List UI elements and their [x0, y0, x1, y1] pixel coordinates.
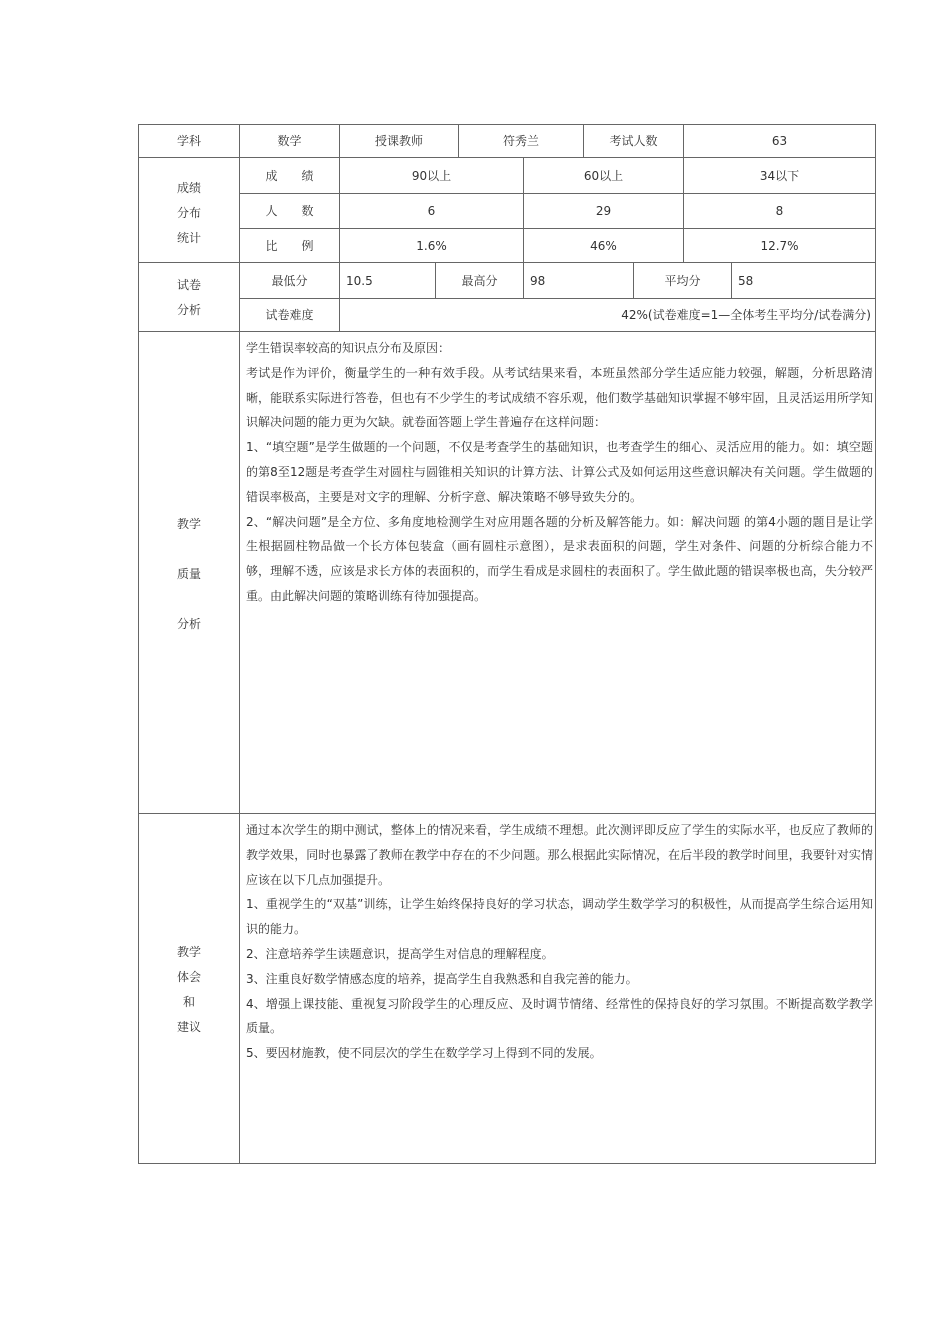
count-row-label: 人 数	[265, 204, 314, 218]
section-label-line: 统计	[176, 231, 201, 245]
paragraph: 考试是作为评价，衡量学生的一种有效手段。从考试结果来看，本班虽然部分学生适应能力较强，解题，分析思路清晰，能联系实际进行答卷，但也有不少学生的考试成绩不容乐观，他们数学基础知识掌握不够牢固，且灵活运用所学知识解决问题的能力更为欠缺。就卷面答题上学生普遍存在这样问题：	[246, 365, 873, 430]
ratio-90-above: 1.6%	[416, 238, 447, 253]
average-score-label: 平均分	[664, 273, 701, 288]
paragraph: 3、注重良好数学情感态度的培养，提高学生自我熟悉和自我完善的能力。	[246, 971, 638, 986]
teacher-label: 授课教师	[374, 134, 423, 148]
bracket-34-below: 34以下	[759, 168, 800, 183]
count-60-above: 29	[595, 204, 612, 218]
row-divider	[138, 813, 876, 814]
section-label-line: 建议	[176, 1020, 201, 1034]
average-score-value: 58	[738, 273, 754, 288]
max-score-value: 98	[530, 273, 546, 288]
section-label-line: 试卷	[176, 278, 201, 292]
section-label-line: 体会	[176, 970, 201, 984]
quality-analysis-text	[246, 336, 873, 609]
paragraph: 1、“填空题”是学生做题的一个问题，不仅是考查学生的基础知识，也考查学生的细心、灵活应用的能力。如：填空题的第8至12题是考查学生对圆柱与圆锥相关知识的计算方法、计算公式及如何运用这些意识解决有关问题。学生做题的错误率极高，主要是对文字的理解、分析字意、解决策略不够导致失分的。	[246, 440, 873, 504]
section-label-line: 教学	[176, 945, 201, 959]
row-divider	[138, 331, 876, 332]
ratio-60-above: 46%	[590, 238, 617, 253]
quality-section-label	[139, 512, 239, 637]
paragraph: 2、“解决问题”是全方位、多角度地检测学生对应用题各题的分析及解答能力。如：解决问题 的第4小题的题目是让学生根据圆柱物品做一个长方体包装盒（画有圆柱示意图），是求表面积的问题，学生对条件、问题的分析综合能力不够，理解不透，应该是求长方体的表面积的，而学生看成是求圆柱的表面积了。学生做此题的错误率极也高，失分较严重。由此解决问题的策略训练有待加强提高。	[246, 514, 873, 603]
bracket-90-above: 90以上	[411, 168, 452, 183]
section-label-line: 分析	[176, 303, 201, 317]
paragraph: 4、增强上课技能、重视复习阶段学生的心理反应、及时调节情绪、经常性的保持良好的学习氛围。不断提高数学教学质量。	[246, 996, 873, 1036]
paragraph: 5、要因材施教，使不同层次的学生在数学学习上得到不同的发展。	[246, 1046, 602, 1061]
section-label-line: 分布	[176, 206, 201, 220]
section-label-line: 成绩	[176, 181, 201, 195]
section-label-line: 教学	[176, 517, 201, 531]
paragraph: 学生错误率较高的知识点分布及原因：	[246, 341, 451, 355]
paper-section-label	[139, 273, 239, 323]
teacher-value: 符秀兰	[502, 134, 539, 148]
subject-value: 数学	[277, 134, 302, 148]
paragraph: 2、注意培养学生读题意识，提高学生对信息的理解程度。	[246, 946, 554, 961]
bracket-60-above: 60以上	[583, 168, 624, 183]
section-label-line: 质量	[176, 567, 201, 581]
distribution-section-label	[139, 176, 239, 251]
count-34-below: 8	[775, 204, 784, 218]
difficulty-label: 试卷难度	[265, 308, 314, 322]
subject-label: 学科	[176, 134, 201, 148]
ratio-34-below: 12.7%	[760, 238, 799, 253]
section-label-line: 分析	[176, 617, 201, 631]
min-score-value: 10.5	[346, 273, 373, 288]
ratio-row-label: 比 例	[265, 238, 314, 253]
min-score-label: 最低分	[271, 273, 308, 288]
exam-count-label: 考试人数	[609, 134, 658, 148]
paragraph: 1、重视学生的“双基”训练，让学生始终保持良好的学习状态，调动学生数学学习的积极性，从而提高学生综合运用知识的能力。	[246, 897, 873, 937]
difficulty-value: 42%(试卷难度=1—全体考生平均分/试卷满分)	[621, 308, 871, 322]
paragraph: 通过本次学生的期中测试，整体上的情况来看，学生成绩不理想。此次测评即反应了学生的实际水平，也反应了教师的教学效果，同时也暴露了教师在教学中存在的不少问题。那么根据此实际情况，在后半段的教学时间里，我要针对实情应该在以下几点加强提升。	[246, 823, 873, 887]
max-score-label: 最高分	[461, 273, 498, 288]
advice-section-label	[139, 940, 239, 1040]
count-90-above: 6	[427, 204, 436, 218]
exam-count-value: 63	[771, 134, 788, 148]
advice-text	[246, 818, 873, 1066]
section-label-line: 和	[182, 995, 195, 1009]
score-row-label: 成 绩	[265, 168, 314, 183]
